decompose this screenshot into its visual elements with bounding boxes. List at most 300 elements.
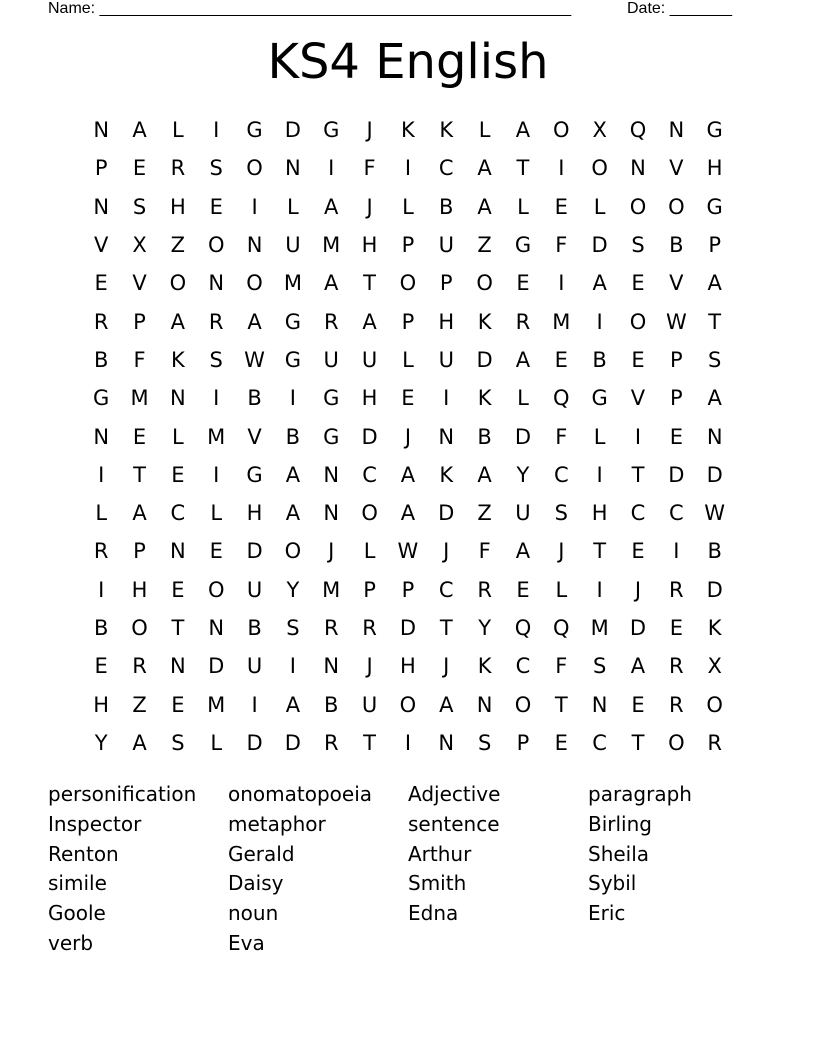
grid-cell: L: [517, 386, 529, 411]
grid-cell: N: [323, 654, 340, 679]
grid-cell: I: [213, 118, 220, 143]
grid-cell: D: [476, 347, 493, 372]
grid-cell: P: [401, 309, 415, 334]
grid-cell: J: [443, 539, 450, 564]
grid-cell: A: [285, 462, 301, 487]
grid-cell: O: [246, 271, 263, 296]
grid-cell: T: [363, 271, 376, 296]
grid-cell: I: [634, 424, 642, 449]
grid-cell: P: [669, 347, 683, 372]
word-bank-item: Daisy: [228, 871, 284, 896]
grid-cell: U: [285, 233, 301, 258]
grid-cell: C: [438, 577, 454, 602]
grid-cell: I: [404, 730, 412, 755]
grid-cell: B: [439, 194, 454, 219]
grid-cell: P: [133, 539, 146, 564]
grid-cell: L: [363, 539, 376, 564]
grid-cell: W: [665, 309, 687, 334]
grid-cell: D: [399, 616, 416, 640]
grid-row: [82, 724, 734, 762]
grid-cell: H: [361, 233, 378, 258]
grid-cell: P: [401, 577, 415, 602]
grid-cell: N: [170, 654, 186, 679]
grid-cell: O: [476, 271, 493, 296]
grid-cell: K: [439, 118, 454, 143]
grid-cell: R: [669, 577, 684, 602]
grid-cell: R: [323, 309, 339, 334]
grid-row: [82, 302, 734, 340]
word-bank-item: Eva: [228, 930, 265, 955]
grid-cell: M: [322, 233, 341, 258]
word-bank-item: Birling: [588, 811, 652, 836]
grid-cell: C: [170, 501, 186, 526]
grid-cell: E: [132, 424, 147, 449]
grid-cell: U: [361, 692, 378, 717]
name-field: Name: _____________________________________________________: [48, 0, 572, 17]
grid-cell: E: [554, 730, 568, 755]
word-bank-item: Edna: [408, 901, 459, 926]
grid-row: [82, 264, 734, 302]
grid-cell: V: [669, 271, 684, 296]
grid-cell: U: [515, 501, 531, 526]
grid-cell: R: [323, 616, 339, 640]
grid-cell: S: [132, 194, 147, 219]
grid-cell: R: [93, 309, 109, 334]
grid-cell: M: [322, 577, 341, 602]
grid-cell: J: [366, 194, 373, 219]
grid-cell: O: [668, 194, 685, 219]
grid-cell: K: [477, 654, 492, 679]
grid-cell: R: [707, 730, 722, 755]
grid-cell: A: [132, 730, 147, 755]
grid-cell: G: [246, 118, 263, 143]
grid-cell: I: [558, 156, 565, 181]
grid-cell: J: [404, 424, 412, 449]
grid-cell: O: [169, 271, 187, 296]
grid-cell: A: [285, 501, 301, 526]
grid-row: [82, 456, 734, 494]
grid-cell: R: [208, 309, 224, 334]
grid-cell: N: [208, 616, 225, 640]
grid-cell: O: [207, 577, 225, 602]
grid-cell: C: [515, 654, 531, 679]
grid-cell: E: [401, 386, 415, 411]
grid-cell: F: [555, 424, 568, 449]
word-bank-item: personification: [48, 782, 197, 806]
grid-cell: N: [170, 539, 186, 564]
grid-cell: N: [476, 692, 493, 717]
grid-cell: O: [207, 233, 225, 258]
grid-cell: K: [439, 462, 454, 487]
grid-cell: R: [515, 309, 531, 334]
grid-cell: Y: [286, 577, 300, 602]
grid-cell: B: [285, 424, 301, 449]
grid-cell: F: [555, 654, 568, 679]
grid-cell: R: [132, 654, 147, 679]
grid-cell: R: [170, 156, 186, 181]
grid-cell: Q: [553, 386, 570, 411]
grid-cell: A: [132, 118, 147, 143]
grid-cell: H: [361, 386, 378, 411]
grid-cell: A: [515, 347, 531, 372]
grid-cell: I: [558, 271, 565, 296]
grid-cell: P: [401, 233, 415, 258]
grid-cell: V: [93, 233, 109, 258]
grid-cell: H: [591, 501, 608, 526]
grid-cell: N: [591, 692, 608, 717]
grid-cell: B: [93, 616, 109, 640]
grid-cell: E: [631, 347, 645, 372]
grid-cell: T: [593, 539, 607, 564]
grid-cell: L: [95, 501, 108, 526]
grid-cell: Z: [477, 501, 492, 526]
word-bank-item: simile: [48, 871, 107, 896]
grid-row: [82, 188, 734, 226]
grid-cell: S: [708, 347, 722, 372]
grid-cell: E: [554, 194, 568, 219]
word-bank: [48, 780, 768, 959]
grid-cell: U: [361, 347, 378, 372]
grid-cell: K: [170, 347, 185, 372]
grid-row: [82, 226, 734, 264]
grid-cell: D: [438, 501, 455, 526]
grid-cell: N: [285, 156, 301, 181]
grid-cell: S: [286, 616, 300, 640]
grid-cell: W: [704, 501, 726, 526]
grid-cell: N: [246, 233, 263, 258]
grid-cell: I: [98, 577, 105, 602]
grid-cell: C: [553, 462, 569, 487]
grid-cell: D: [284, 730, 301, 755]
grid-cell: V: [669, 156, 684, 181]
grid-cell: L: [172, 424, 184, 449]
grid-cell: J: [558, 539, 565, 564]
grid-cell: A: [707, 271, 722, 296]
grid-cell: E: [171, 577, 185, 602]
grid-cell: D: [246, 730, 263, 755]
grid-cell: M: [552, 309, 571, 334]
grid-cell: T: [171, 616, 185, 640]
grid-cell: Q: [514, 616, 532, 640]
grid-cell: J: [366, 654, 373, 679]
grid-cell: X: [132, 233, 147, 258]
grid-cell: H: [438, 309, 455, 334]
grid-cell: J: [366, 118, 373, 143]
grid-cell: X: [592, 118, 607, 143]
grid-cell: S: [209, 156, 223, 181]
grid-row: [82, 149, 734, 187]
grid-cell: L: [478, 118, 491, 143]
grid-cell: W: [397, 539, 419, 564]
word-bank-item: Goole: [48, 901, 106, 926]
grid-cell: C: [630, 501, 646, 526]
grid-cell: E: [94, 271, 108, 296]
grid-cell: N: [93, 424, 110, 449]
grid-cell: E: [516, 577, 530, 602]
grid-cell: S: [631, 233, 645, 258]
grid-cell: E: [669, 616, 683, 640]
grid-cell: N: [438, 424, 455, 449]
grid-cell: E: [631, 271, 645, 296]
grid-cell: A: [477, 462, 492, 487]
grid-cell: Q: [629, 118, 647, 143]
grid-row: [82, 111, 734, 149]
word-bank-item: verb: [48, 930, 94, 955]
grid-cell: C: [668, 501, 684, 526]
grid-cell: I: [596, 577, 603, 602]
grid-cell: A: [707, 386, 722, 411]
grid-cell: O: [629, 309, 647, 334]
grid-cell: X: [707, 654, 722, 679]
grid-cell: A: [477, 156, 492, 181]
grid-cell: K: [477, 386, 492, 411]
grid-cell: A: [285, 692, 301, 717]
grid-cell: D: [629, 616, 647, 640]
grid-cell: H: [400, 654, 416, 679]
grid-cell: L: [210, 730, 223, 755]
grid-cell: I: [443, 386, 450, 411]
grid-cell: Q: [553, 616, 570, 640]
grid-cell: R: [669, 692, 684, 717]
letter-grid: [82, 111, 734, 762]
grid-cell: E: [631, 692, 645, 717]
grid-cell: L: [172, 118, 184, 143]
grid-row: [82, 417, 734, 455]
grid-cell: L: [210, 501, 223, 526]
grid-cell: A: [515, 539, 531, 564]
grid-cell: R: [362, 616, 377, 640]
grid-cell: N: [438, 730, 455, 755]
word-bank-item: Sybil: [588, 871, 637, 896]
grid-cell: C: [438, 156, 454, 181]
grid-cell: E: [171, 462, 185, 487]
grid-cell: Y: [478, 616, 492, 640]
grid-cell: O: [399, 271, 417, 296]
grid-cell: T: [708, 309, 722, 334]
grid-cell: P: [669, 386, 683, 411]
grid-cell: A: [477, 194, 492, 219]
grid-cell: D: [208, 654, 225, 679]
grid-row: [82, 647, 734, 685]
word-bank-item: Adjective: [408, 782, 501, 806]
grid-cell: Y: [516, 462, 530, 487]
grid-cell: I: [251, 194, 258, 219]
grid-cell: V: [132, 271, 147, 296]
grid-cell: G: [514, 233, 532, 258]
grid-cell: K: [401, 118, 415, 143]
grid-cell: N: [323, 462, 340, 487]
grid-cell: B: [477, 424, 492, 449]
grid-cell: O: [284, 539, 302, 564]
grid-cell: G: [284, 309, 302, 334]
grid-cell: B: [247, 386, 262, 411]
grid-row: [82, 571, 734, 609]
grid-cell: A: [247, 309, 262, 334]
grid-cell: B: [592, 347, 607, 372]
grid-cell: T: [631, 730, 645, 755]
word-bank-item: Inspector: [48, 811, 142, 836]
grid-cell: S: [554, 501, 568, 526]
grid-cell: H: [169, 194, 186, 219]
grid-cell: S: [592, 654, 607, 679]
grid-cell: S: [171, 730, 185, 755]
grid-cell: T: [516, 156, 530, 181]
grid-cell: B: [247, 616, 262, 640]
grid-cell: B: [324, 692, 339, 717]
grid-cell: O: [591, 156, 608, 181]
grid-cell: G: [246, 462, 263, 487]
grid-cell: D: [361, 424, 378, 449]
grid-cell: A: [400, 501, 416, 526]
grid-cell: T: [363, 730, 376, 755]
grid-cell: O: [706, 692, 723, 717]
grid-cell: A: [400, 462, 416, 487]
grid-cell: U: [438, 233, 454, 258]
grid-cell: O: [553, 118, 570, 143]
grid-cell: V: [247, 424, 262, 449]
word-bank-item: Eric: [588, 901, 626, 926]
grid-cell: O: [361, 501, 378, 526]
grid-cell: I: [596, 309, 603, 334]
grid-cell: E: [209, 539, 223, 564]
grid-cell: H: [246, 501, 263, 526]
grid-cell: L: [593, 194, 606, 219]
grid-cell: A: [170, 309, 186, 334]
grid-cell: H: [131, 577, 148, 602]
grid-cell: U: [323, 347, 339, 372]
grid-cell: T: [439, 616, 453, 640]
word-bank-item: Gerald: [228, 841, 295, 866]
grid-cell: N: [93, 194, 110, 219]
word-bank-item: metaphor: [228, 811, 326, 836]
grid-cell: N: [93, 118, 110, 143]
grid-cell: R: [93, 539, 109, 564]
grid-cell: O: [131, 616, 148, 640]
grid-cell: E: [631, 539, 645, 564]
grid-cell: P: [439, 271, 453, 296]
grid-cell: D: [591, 233, 608, 258]
grid-cell: D: [706, 462, 723, 487]
grid-cell: A: [324, 194, 339, 219]
grid-cell: G: [706, 118, 723, 143]
grid-cell: D: [668, 462, 685, 487]
date-field: Date: _______: [627, 0, 732, 17]
word-bank-item: sentence: [408, 811, 500, 836]
grid-row: [82, 532, 734, 570]
grid-cell: F: [555, 233, 568, 258]
word-bank-item: Smith: [408, 871, 467, 896]
grid-cell: F: [363, 156, 376, 181]
grid-cell: L: [287, 194, 299, 219]
grid-cell: F: [133, 347, 146, 372]
grid-cell: I: [251, 692, 258, 717]
grid-cell: E: [669, 424, 683, 449]
grid-cell: G: [93, 386, 110, 411]
grid-cell: N: [630, 156, 646, 181]
grid-cell: I: [289, 654, 296, 679]
grid-cell: N: [170, 386, 186, 411]
grid-cell: Y: [94, 730, 108, 755]
grid-cell: O: [399, 692, 417, 717]
grid-cell: E: [94, 654, 108, 679]
grid-cell: M: [283, 271, 302, 296]
grid-cell: B: [669, 233, 684, 258]
word-bank-item: Sheila: [588, 841, 650, 866]
grid-cell: D: [284, 118, 301, 143]
grid-cell: M: [207, 692, 226, 717]
grid-cell: B: [93, 347, 109, 372]
grid-cell: F: [478, 539, 491, 564]
grid-row: [82, 494, 734, 532]
grid-cell: T: [554, 692, 568, 717]
grid-cell: P: [94, 156, 108, 181]
grid-cell: N: [208, 271, 225, 296]
grid-cell: Z: [132, 692, 147, 717]
grid-cell: G: [323, 386, 340, 411]
grid-cell: O: [668, 730, 685, 755]
grid-cell: E: [516, 271, 530, 296]
grid-cell: H: [93, 692, 110, 717]
word-bank-item: Renton: [48, 841, 119, 866]
grid-cell: Z: [477, 233, 492, 258]
grid-cell: Z: [170, 233, 186, 258]
word-bank-item: Arthur: [408, 841, 472, 866]
grid-cell: O: [246, 156, 263, 181]
grid-cell: D: [514, 424, 532, 449]
grid-cell: I: [596, 462, 603, 487]
grid-cell: P: [708, 233, 721, 258]
word-bank-item: onomatopoeia: [228, 782, 373, 806]
grid-cell: C: [592, 730, 607, 755]
grid-cell: S: [209, 347, 223, 372]
grid-cell: L: [555, 577, 568, 602]
grid-cell: L: [402, 347, 414, 372]
grid-cell: G: [284, 347, 302, 372]
grid-cell: P: [133, 309, 146, 334]
grid-cell: A: [515, 118, 531, 143]
grid-cell: A: [362, 309, 377, 334]
grid-row: [82, 341, 734, 379]
grid-cell: E: [132, 156, 147, 181]
grid-cell: L: [402, 194, 414, 219]
grid-cell: H: [706, 156, 723, 181]
grid-cell: T: [133, 462, 146, 487]
grid-cell: N: [706, 424, 723, 449]
grid-cell: U: [438, 347, 454, 372]
grid-cell: U: [246, 654, 263, 679]
grid-cell: M: [130, 386, 149, 411]
grid-cell: A: [132, 501, 147, 526]
grid-cell: W: [244, 347, 265, 372]
grid-cell: K: [707, 616, 722, 640]
grid-cell: D: [706, 577, 723, 602]
page-title: KS4 English: [267, 34, 549, 90]
grid-cell: A: [630, 654, 646, 679]
grid-cell: U: [246, 577, 263, 602]
grid-cell: R: [669, 654, 684, 679]
grid-cell: R: [477, 577, 492, 602]
grid-cell: G: [706, 194, 723, 219]
grid-cell: A: [592, 271, 607, 296]
grid-cell: E: [171, 692, 185, 717]
grid-cell: M: [207, 424, 226, 449]
grid-cell: L: [517, 194, 529, 219]
grid-cell: J: [328, 539, 335, 564]
grid-row: [82, 685, 734, 723]
grid-cell: E: [554, 347, 568, 372]
grid-cell: I: [328, 156, 335, 181]
grid-cell: G: [591, 386, 608, 411]
